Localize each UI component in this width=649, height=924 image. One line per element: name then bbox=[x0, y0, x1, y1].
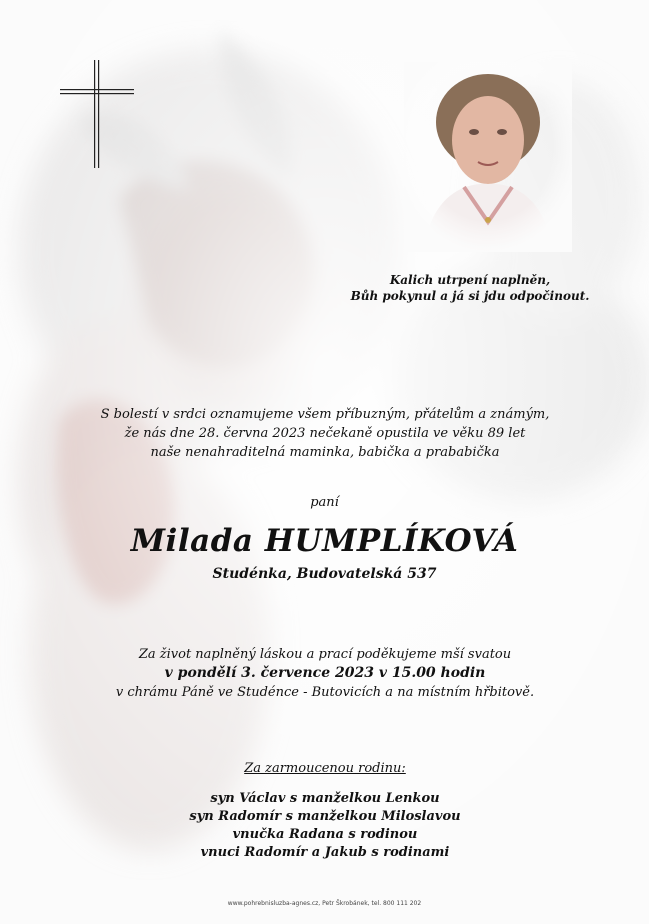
motto-line-1: Kalich utrpení naplněn, bbox=[389, 273, 551, 287]
service-line-1: Za život naplněný láskou a prací poděkujeme mší svatou bbox=[138, 647, 512, 662]
service-date-time: v pondělí 3. července 2023 v 15.00 hodin bbox=[164, 665, 486, 681]
cross-icon bbox=[60, 60, 134, 168]
family-member: syn Radomír s manželkou Miloslavou bbox=[189, 809, 461, 824]
announcement-line-3: naše nenahraditelná maminka, babička a prababička bbox=[150, 445, 500, 460]
announcement-line-2: že nás dne 28. června 2023 nečekaně opustila ve věku 89 let bbox=[124, 426, 526, 441]
motto-verse bbox=[330, 272, 610, 304]
funeral-service-info bbox=[60, 645, 590, 702]
family-member: vnučka Radana s rodinou bbox=[232, 827, 418, 842]
announcement-text bbox=[60, 405, 590, 462]
funeral-service-footer: www.pohrebnisluzba-agnes.cz, Petr Škrobánek, tel. 800 111 202 bbox=[227, 900, 422, 907]
motto-line-2: Bůh pokynul a já si jdu odpočinout. bbox=[350, 289, 590, 303]
deceased-name: Milada HUMPLÍKOVÁ bbox=[130, 523, 519, 559]
announcement-line-1: S bolestí v srdci oznamujeme všem příbuzným, přátelům a známým, bbox=[100, 407, 550, 422]
family-member: vnuci Radomír a Jakub s rodinami bbox=[200, 845, 450, 860]
honorific: paní bbox=[310, 495, 339, 510]
family-heading: Za zarmoucenou rodinu: bbox=[244, 761, 406, 776]
mourning-family bbox=[100, 760, 550, 862]
family-member: syn Václav s manželkou Lenkou bbox=[210, 791, 440, 806]
portrait-photo bbox=[404, 62, 572, 252]
service-location: v chrámu Páně ve Studénce - Butovicích a na místním hřbitově. bbox=[115, 685, 535, 700]
deceased-address: Studénka, Budovatelská 537 bbox=[212, 566, 437, 582]
